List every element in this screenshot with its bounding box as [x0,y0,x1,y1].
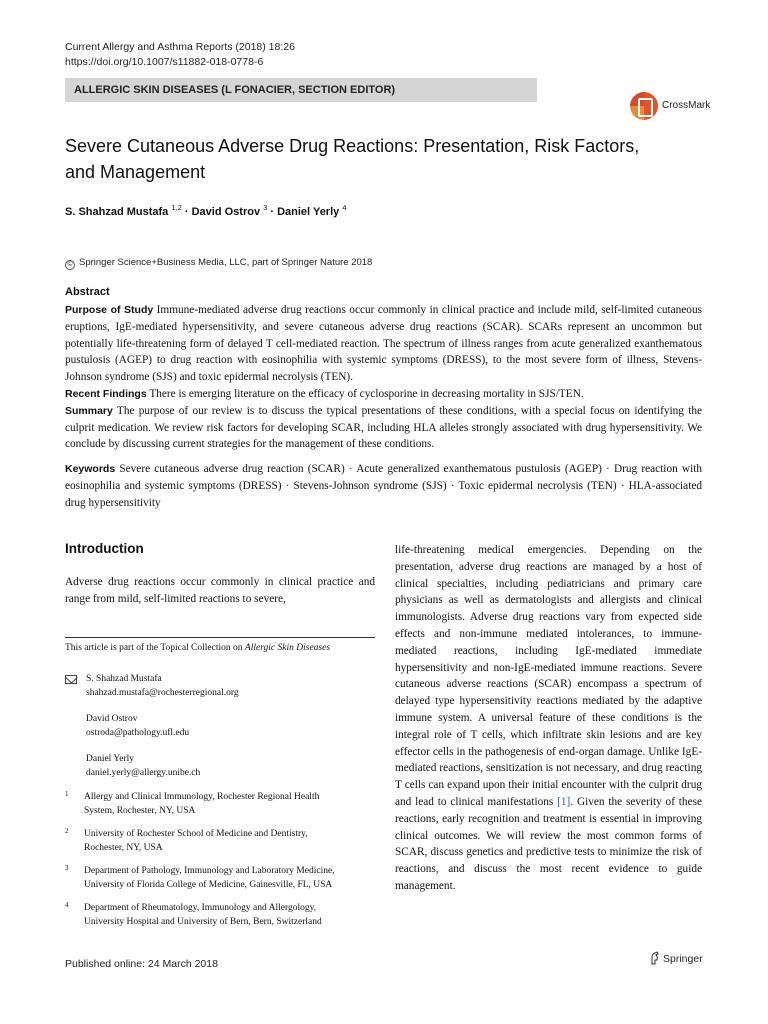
affiliation-line: Allergy and Clinical Immunology, Rochester Regional Health [84,792,320,802]
affiliation-number: 2 [65,827,69,835]
abstract-heading: Abstract [65,286,110,298]
findings-text: There is emerging literature on the efficacy of cyclosporine in decreasing mortality in SJS/TEN. [149,387,584,400]
published-date: Published online: 24 March 2018 [65,958,218,970]
author-list [65,203,347,218]
keywords-label: Keywords [65,463,116,475]
affiliation-list [65,791,375,939]
intro-text: life-threatening medical emergencies. Depending on the presentation, adverse drug reactions are managed by a host of clinical specialties, including pediatricians and primary care physicians as well as dermatologists and allergists and clinical immunologists. Adverse drug reactions vary from expected side effects and non-immune mediated intolerances, to immune-mediated reactions, including IgE-mediated immediate hypersensitivity and non-IgE-mediated immune reactions. Severe cutaneous adverse reactions (SCAR) encompass a spectrum of delayed type hypersensitivity reactions mediated by the adaptive immune system. A universal feature of these conditions is the integral role of T cells, which infiltrate skin lesions and are key effector cells in the pathogenesis of end-organ damage. Unlike IgE-mediated reactions, sensitization is not necessary, and drug reacting T cells can expand upon their initial encounter with the culprit drug and lead to clinical manifestations [395,544,702,808]
author-name[interactable]: David Ostrov [191,206,261,218]
affiliation-entry [65,791,375,818]
springer-horse-icon [650,951,660,965]
footnote-divider [65,637,375,638]
abstract-purpose [65,302,702,386]
contact-list [65,673,375,793]
author-separator: · [270,206,275,218]
affiliation-line: University Hospital and University of Bern, Bern, Switzerland [84,916,322,927]
affiliation-entry [65,828,375,855]
crossmark-badge[interactable] [630,92,710,122]
abstract-summary [65,403,702,453]
author-name[interactable]: Daniel Yerly [277,206,340,218]
affiliation-number: 1 [65,790,69,798]
intro-text: . Given the severity of these reactions, early recognition and treatment is essential in improving clinical outcomes. We will review the most common forms of SCAR, discuss genetics and predictive tests to minimize the risk of reactions, and discuss the most recent evidence to guide management. [395,795,702,892]
crossmark-label: CrossMark [662,100,711,111]
findings-label: Recent Findings [65,387,147,400]
contact-name: David Ostrov [86,714,138,724]
topical-collection-note [65,643,330,653]
keywords [65,461,702,511]
affiliation-line: System, Rochester, NY, USA [84,805,196,816]
introduction-left-column: Adverse drug reactions occur commonly in clinical practice and range from mild, self-limited reactions to severe, [65,576,375,605]
doi-link[interactable]: https://doi.org/10.1007/s11882-018-0778-6 [65,56,264,68]
summary-text: The purpose of our review is to discuss the typical presentations of these conditions, with a special focus on identifying the culprit medication. We review risk factors for developing SCAR, including HLA alleles strongly associated with drug hypersensitivity. We conclude by discussing current strategies for the management of these conditions. [65,404,702,451]
affiliation-line: University of Rochester School of Medicine and Dentistry, [84,829,308,839]
affiliation-number: 4 [65,901,69,909]
contact-email[interactable]: shahzad.mustafa@rochesterregional.org [86,687,239,698]
summary-label: Summary [65,404,113,417]
contact-entry [65,753,375,780]
contact-name: S. Shahzad Mustafa [86,674,162,684]
author-affiliation-sup: 3 [263,203,268,212]
abstract-findings [65,386,702,403]
contact-name: Daniel Yerly [86,754,135,764]
contact-email[interactable]: daniel.yerly@allergy.unibe.ch [86,767,201,778]
introduction-heading: Introduction [65,541,144,556]
section-band: ALLERGIC SKIN DISEASES (L FONACIER, SECTION EDITOR) [65,78,537,102]
affiliation-line: Department of Rheumatology, Immunology and Allergology, [84,903,317,913]
reference-link[interactable]: [1] [557,795,571,808]
copyright-icon: © [65,260,75,270]
author-name[interactable]: S. Shahzad Mustafa [65,206,169,218]
journal-citation [65,40,295,70]
copyright-line [65,257,372,270]
contact-entry [65,713,375,740]
introduction-right-column [395,542,702,895]
purpose-text: Immune-mediated adverse drug reactions occur commonly in clinical practice and include mild, self-limited cutaneous eruptions, IgE-mediated hypersensitivity, and severe cutaneous adverse drug reactions (SCAR). SCARs represent an uncommon but potentially life-threatening form of delayed T cell-mediated reaction. The spectrum of illness ranges from acute generalized exanthematous pustulosis (AGEP) to drug reaction with eosinophilia with systemic symptoms (DRESS), to the most severe form of illness, Stevens-Johnson syndrome (SJS) and toxic epidermal necrolysis (TEN). [65,304,702,384]
affiliation-entry [65,902,375,929]
affiliation-line: Department of Pathology, Immunology and Laboratory Medicine, [84,866,335,876]
affiliation-line: University of Florida College of Medicine, Gainesville, FL, USA [84,879,333,890]
author-affiliation-sup: 4 [342,203,347,212]
abstract-body [65,302,702,453]
contact-email[interactable]: ostroda@pathology.ufl.edu [86,727,190,738]
article-title: Severe Cutaneous Adverse Drug Reactions: Presentation, Risk Factors, and Management [65,136,640,182]
affiliation-entry [65,865,375,892]
author-affiliation-sup: 1,2 [171,203,182,212]
contact-entry [65,673,375,700]
journal-line: Current Allergy and Asthma Reports (2018) 18:26 [65,41,295,53]
purpose-label: Purpose of Study [65,304,154,316]
envelope-icon [65,675,77,684]
crossmark-icon [630,92,658,120]
affiliation-number: 3 [65,864,69,872]
topical-prefix: This article is part of the Topical Collection on [65,643,243,653]
topical-collection-name: Allergic Skin Diseases [244,643,331,653]
copyright-text: Springer Science+Business Media, LLC, part of Springer Nature 2018 [79,257,373,268]
publisher-name: Springer [663,953,703,965]
keywords-text: Severe cutaneous adverse drug reaction (SCAR) · Acute generalized exanthematous pustulosis (AGEP) · Drug reaction with eosinophilia and systemic symptoms (DRESS) · Stevens-Johnson syndrome (SJS) · Toxic epidermal necrolysis (TEN) · HLA-associated drug hypersensitivity [65,463,702,509]
author-separator: · [184,206,189,218]
affiliation-line: Rochester, NY, USA [84,842,163,853]
